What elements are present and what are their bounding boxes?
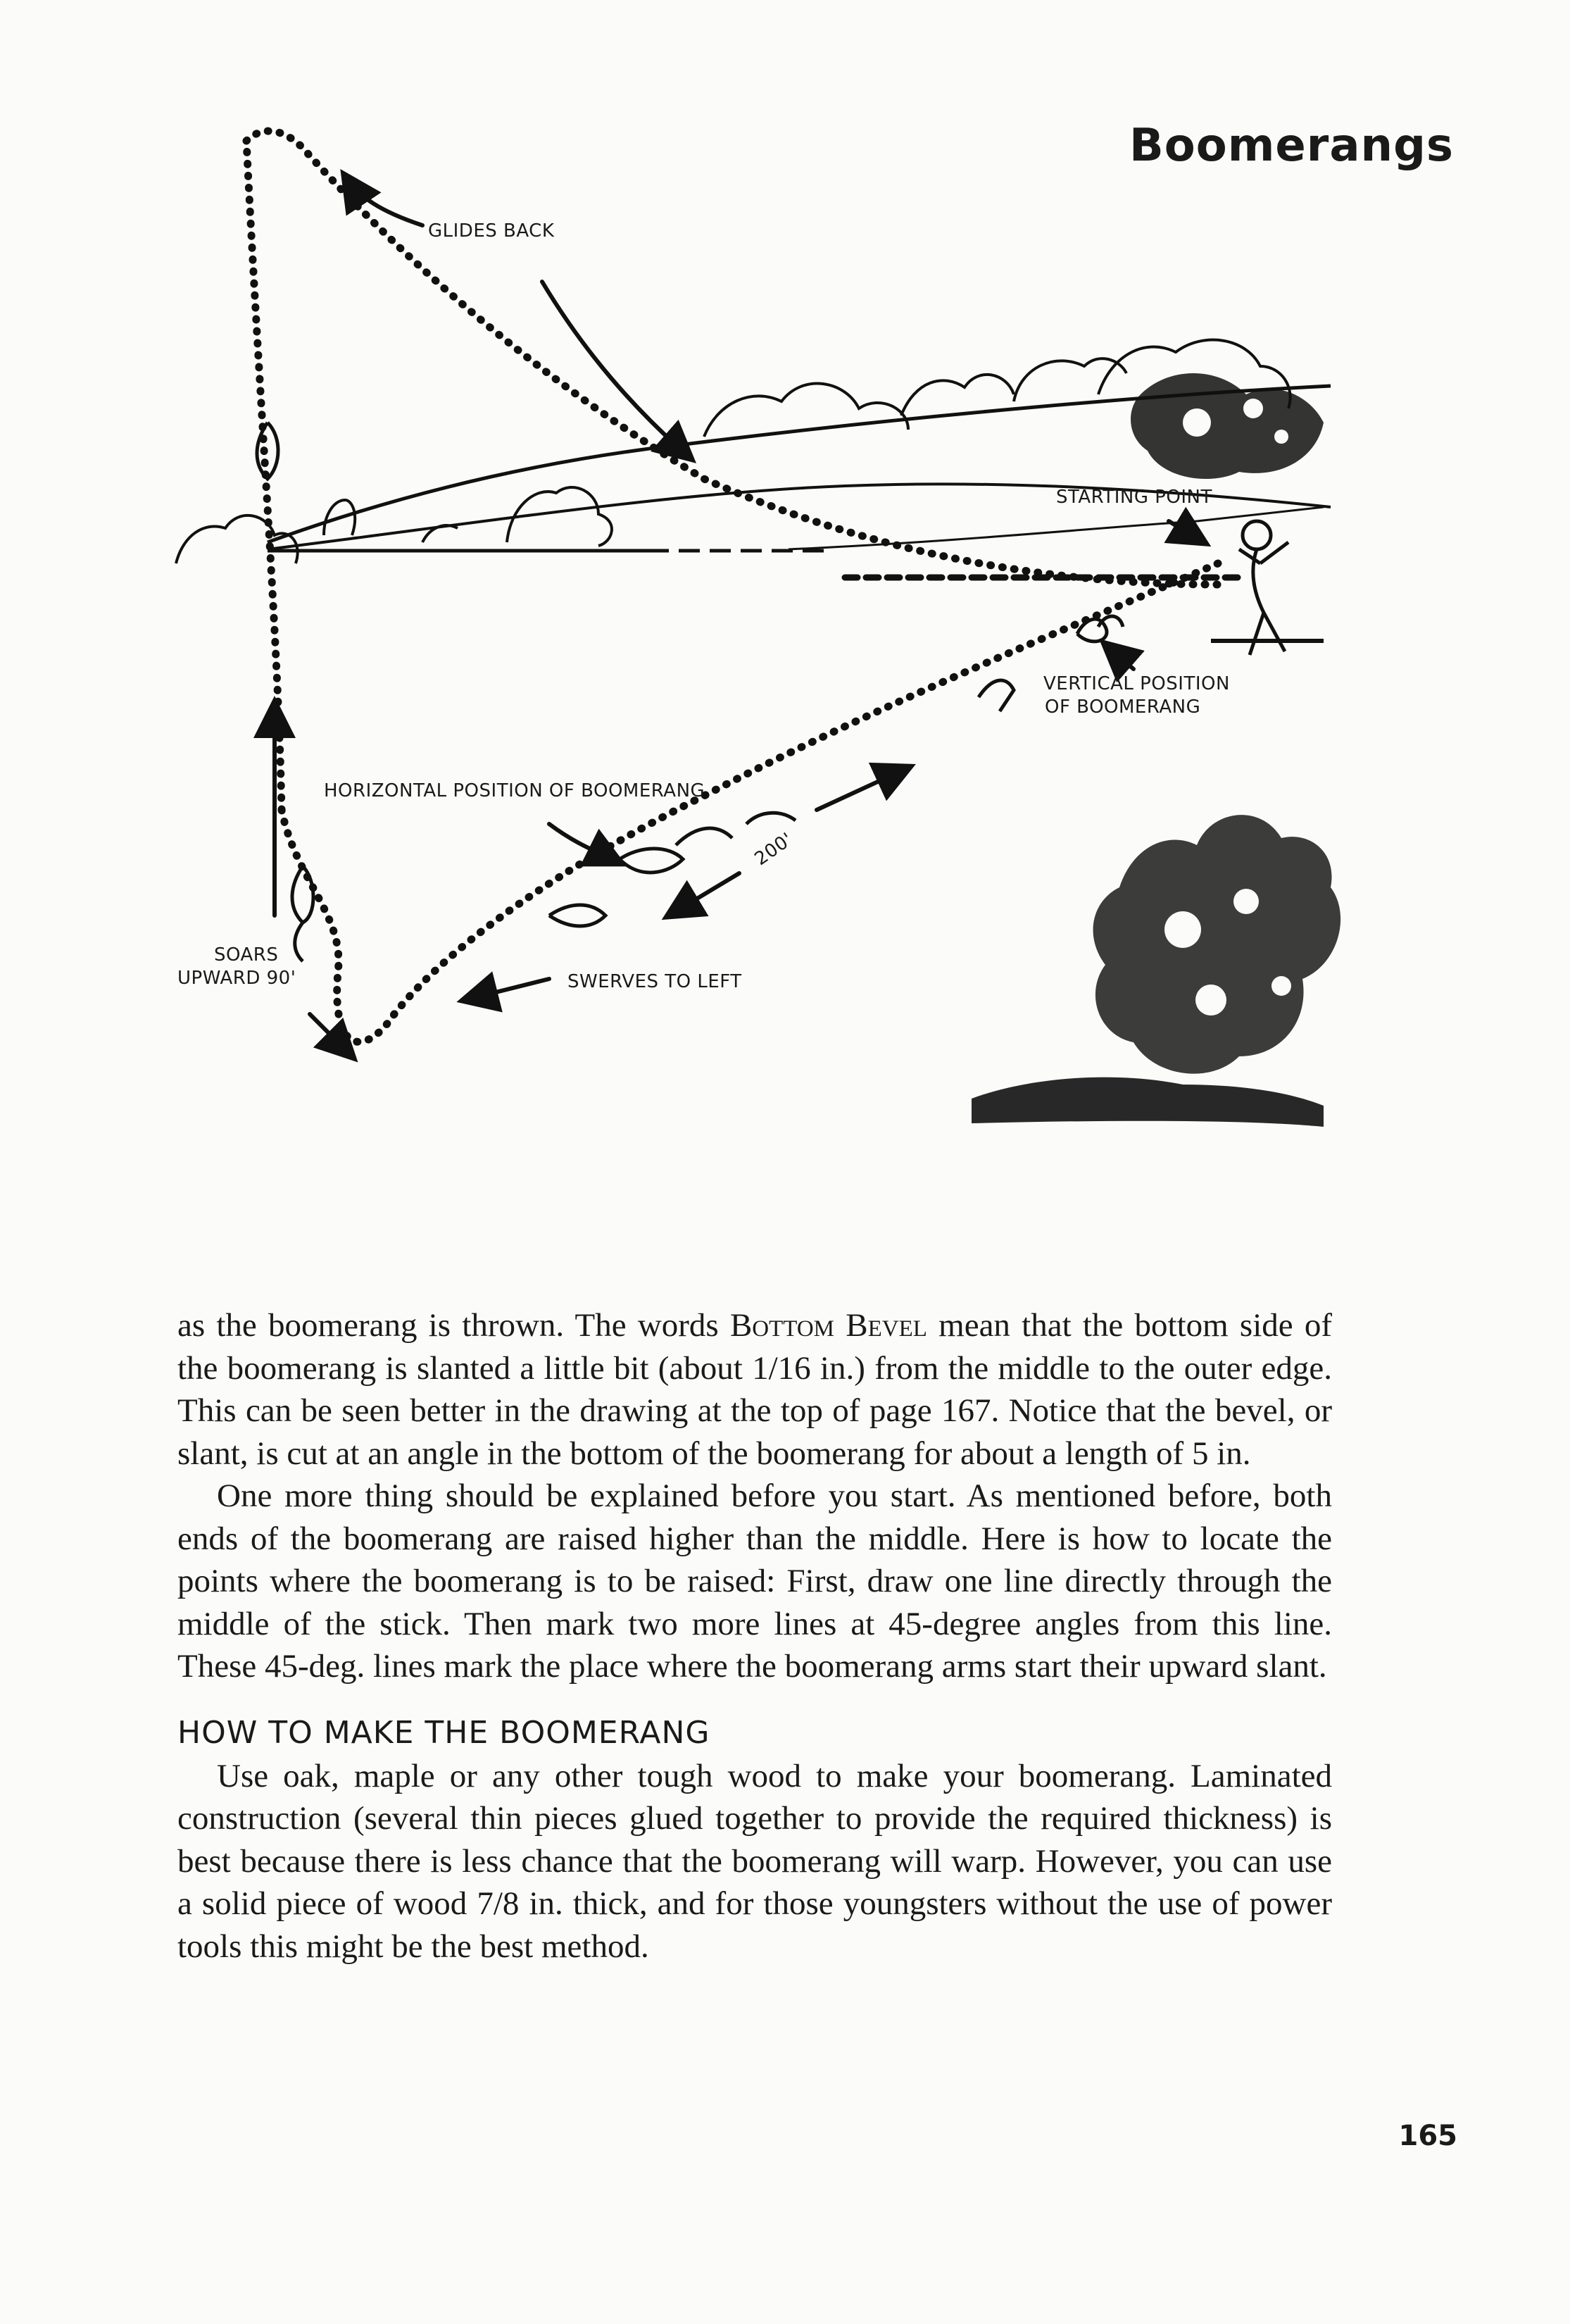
bush-bottom-right <box>972 815 1340 1127</box>
starting-point-arrow <box>1169 521 1204 542</box>
glides-to-field-arrow <box>542 282 690 458</box>
paragraph-2: One more thing should be explained before you start. As mentioned before, both ends of the boomerang are raised higher than the middle. Here is how to locate the points where the boomerang is to be raised: First, draw one line directly through the middle of the stick. Then mark two more lines at 45-degree angles from this line. These 45-deg. lines mark the place where the boomerang arms start their upward slant. <box>177 1478 1332 1685</box>
p1-space <box>834 1307 846 1344</box>
page-number: 165 <box>1398 2120 1457 2152</box>
paragraph-3: Use oak, maple or any other tough wood to make your boomerang. Laminated construction (several thin pieces glued together to provide the required thickness) is best because there is less chance that the boomerang will warp. However, you can use a solid piece of wood 7/8 in. thick, and for those youngsters without the use of power tools this might be the best method. <box>177 1757 1332 1965</box>
section-title: Boomerangs <box>1129 120 1454 172</box>
label-soars-upward <box>177 944 296 989</box>
label-vertical-position <box>1043 673 1230 718</box>
vertical-position-arrow <box>1105 644 1133 669</box>
body-text <box>177 1304 1332 1968</box>
label-horizontal-position: HORIZONTAL POSITION OF BOOMERANG <box>324 780 705 801</box>
label-glides-back: GLIDES BACK <box>428 220 555 242</box>
label-distance: 200' <box>751 828 797 870</box>
p1-rest: mean that the bottom side of the boomerang is slanted a little bit (about 1/16 in.) from the middle to the outer edge. This can be seen better in the drawing at the top of page 167. Notice that the bevel, or slant, is cut at an angle in the bottom of the boomerang for about a length of 5 in. <box>177 1307 1332 1472</box>
flight-path <box>246 131 1239 1042</box>
label-vertical-position-line2: OF BOOMERANG <box>1045 696 1201 718</box>
term-bevel: Bevel <box>846 1307 927 1344</box>
swerves-arrow <box>465 979 549 1000</box>
annotation-arrows <box>275 176 1204 1056</box>
label-starting-point: STARTING POINT <box>1056 487 1212 508</box>
paragraph-1 <box>177 1304 1332 1475</box>
label-swerves-left: SWERVES TO LEFT <box>567 971 742 992</box>
term-bottom: Bottom <box>729 1307 835 1344</box>
thrower-figure <box>1211 521 1324 655</box>
section-heading: HOW TO MAKE THE BOOMERANG <box>177 1714 710 1751</box>
p1-start: as the boomerang is thrown. The words <box>177 1307 730 1344</box>
glides-back-arrow <box>345 176 422 225</box>
outbound-arrow <box>817 768 908 810</box>
label-soars-line2: UPWARD 90' <box>177 967 296 989</box>
inbound-arrow <box>669 873 739 916</box>
label-soars-line1: SOARS <box>214 944 279 966</box>
label-vertical-position-line1: VERTICAL POSITION <box>1043 673 1230 694</box>
